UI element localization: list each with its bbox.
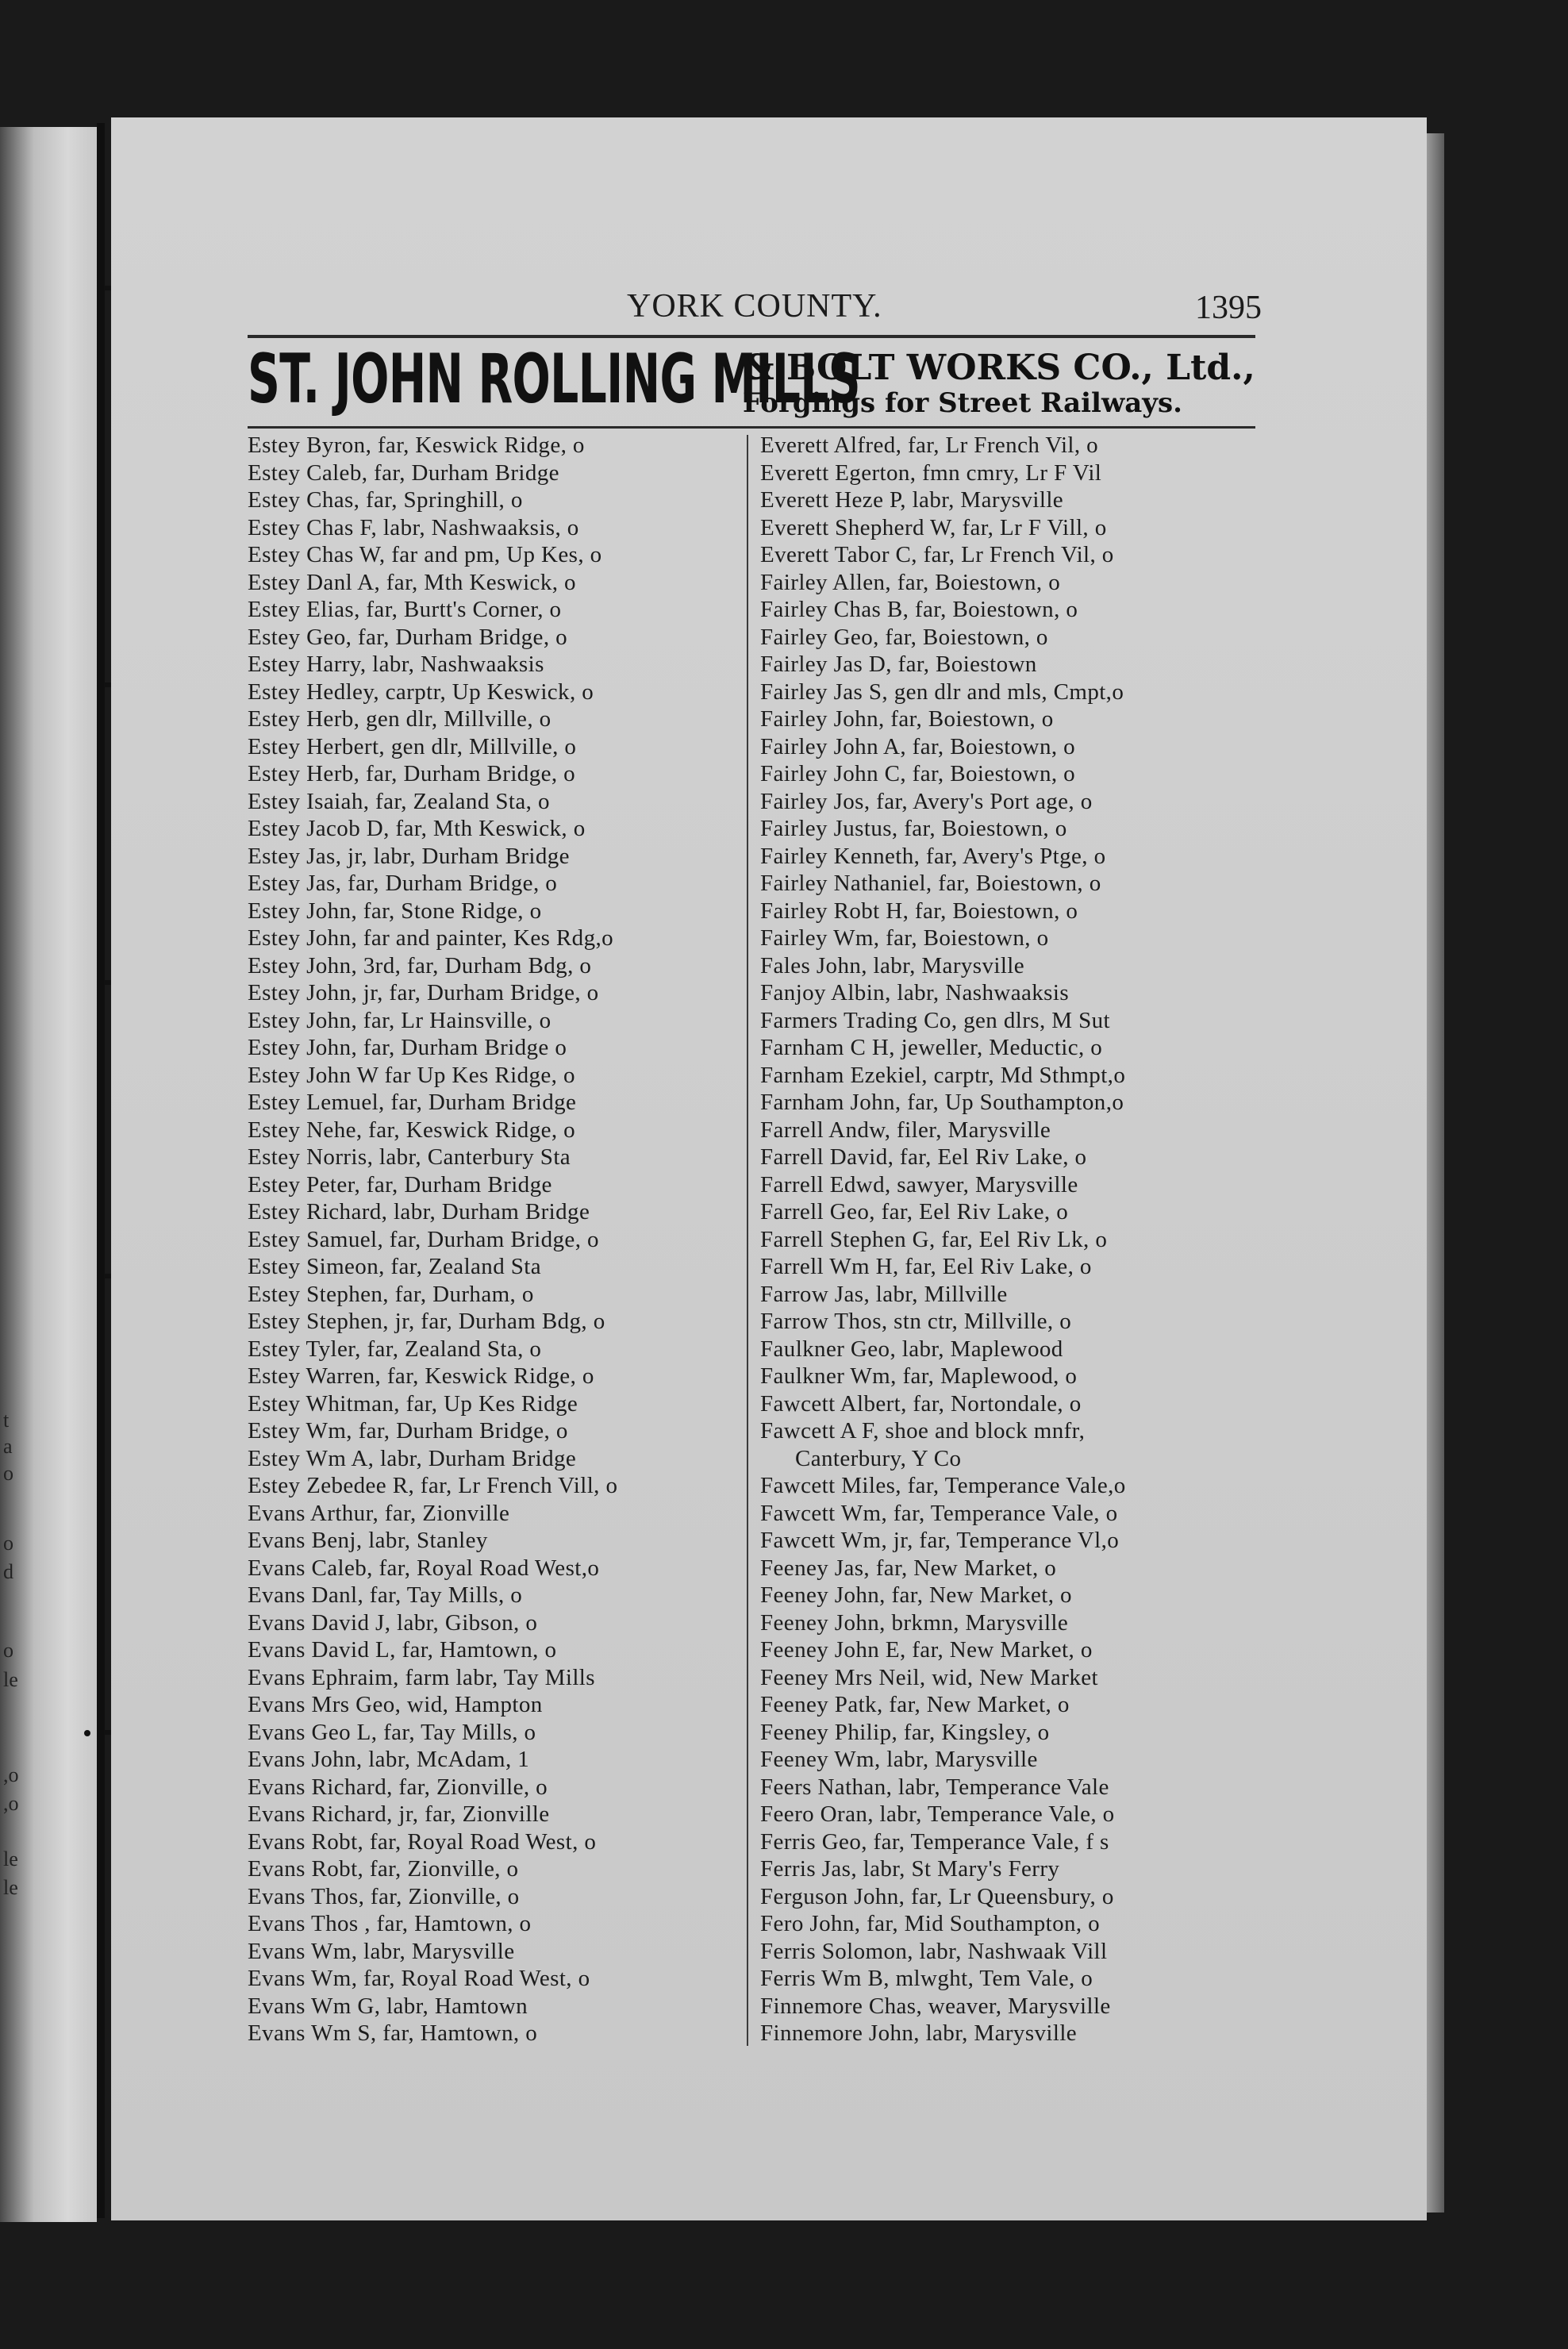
directory-entry: Estey Stephen, jr, far, Durham Bdg, o bbox=[248, 1309, 605, 1334]
directory-entry: Fairley Nathaniel, far, Boiestown, o bbox=[760, 871, 1101, 896]
directory-entry: Ferguson John, far, Lr Queensbury, o bbox=[760, 1883, 1114, 1909]
directory-entry: Estey Geo, far, Durham Bridge, o bbox=[248, 624, 568, 650]
adjacent-page-fragment: ,o bbox=[3, 1792, 19, 1815]
directory-entry: Fairley John C, far, Boiestown, o bbox=[760, 761, 1076, 786]
header-rule bbox=[248, 335, 1255, 338]
directory-entry: Estey Herb, far, Durham Bridge, o bbox=[248, 761, 576, 786]
directory-entry: Evans Arthur, far, Zionville bbox=[248, 1500, 510, 1526]
adjacent-page-fragment: o bbox=[3, 1462, 13, 1485]
directory-entry: Feero Oran, labr, Temperance Vale, o bbox=[760, 1801, 1115, 1827]
left-column bbox=[248, 432, 747, 2047]
directory-entry: Evans Robt, far, Zionville, o bbox=[248, 1856, 519, 1882]
directory-entry: Fairley Geo, far, Boiestown, o bbox=[760, 624, 1048, 650]
directory-entry: Estey John, far and painter, Kes Rdg,o bbox=[248, 925, 614, 951]
directory-entry: Evans Geo L, far, Tay Mills, o bbox=[248, 1719, 536, 1745]
directory-entry: Estey John, 3rd, far, Durham Bdg, o bbox=[248, 952, 592, 978]
directory-entry: Estey Danl A, far, Mth Keswick, o bbox=[248, 569, 576, 595]
directory-entry: Evans Richard, far, Zionville, o bbox=[248, 1774, 548, 1800]
directory-entry: Evans John, labr, McAdam, 1 bbox=[248, 1747, 530, 1772]
directory-entry: Estey Caleb, far, Durham Bridge bbox=[248, 459, 559, 486]
banner-company-name: ST. JOHN ROLLING MILLS bbox=[248, 340, 861, 419]
directory-entry: Fanjoy Albin, labr, Nashwaaksis bbox=[760, 980, 1070, 1005]
directory-entry: Estey Wm A, labr, Durham Bridge bbox=[248, 1445, 577, 1471]
directory-entry: Faulkner Wm, far, Maplewood, o bbox=[760, 1363, 1078, 1389]
page-spine bbox=[97, 123, 105, 2218]
directory-entry: Fales John, labr, Marysville bbox=[760, 952, 1025, 978]
directory-entry: Estey John, far, Durham Bridge o bbox=[248, 1035, 567, 1060]
directory-entry: Finnemore Chas, weaver, Marysville bbox=[760, 1993, 1111, 2019]
directory-entry: Evans Danl, far, Tay Mills, o bbox=[248, 1582, 523, 1608]
directory-entry: Estey Hedley, carptr, Up Keswick, o bbox=[248, 679, 594, 705]
directory-entry: Fairley John A, far, Boiestown, o bbox=[760, 733, 1076, 759]
directory-entry: Estey Isaiah, far, Zealand Sta, o bbox=[248, 788, 550, 814]
directory-entry: Estey Peter, far, Durham Bridge bbox=[248, 1171, 552, 1198]
adjacent-page-edge bbox=[0, 127, 97, 2222]
directory-entry: Fairley Justus, far, Boiestown, o bbox=[760, 816, 1067, 841]
directory-entry: Feeney John, brkmn, Marysville bbox=[760, 1609, 1069, 1636]
directory-entry: Estey Herb, gen dlr, Millville, o bbox=[248, 706, 551, 732]
directory-entry: Evans Mrs Geo, wid, Hampton bbox=[248, 1692, 543, 1717]
directory-entry: Estey Samuel, far, Durham Bridge, o bbox=[248, 1226, 599, 1252]
directory-entry: Evans Wm, far, Royal Road West, o bbox=[248, 1966, 590, 1991]
directory-entry: Fairley Jos, far, Avery's Port age, o bbox=[760, 788, 1093, 814]
directory-entry: Estey Elias, far, Burtt's Corner, o bbox=[248, 597, 562, 622]
directory-entry: Evans Ephraim, farm labr, Tay Mills bbox=[248, 1664, 595, 1690]
directory-entry: Evans Benj, labr, Stanley bbox=[248, 1528, 488, 1553]
directory-entry: Estey Stephen, far, Durham, o bbox=[248, 1281, 534, 1307]
directory-entry: Feeney Jas, far, New Market, o bbox=[760, 1555, 1057, 1581]
directory-entry: Fawcett Wm, jr, far, Temperance Vl,o bbox=[760, 1528, 1120, 1553]
right-column bbox=[760, 432, 1268, 2047]
page-header bbox=[238, 287, 1262, 329]
directory-entry: Fairley Wm, far, Boiestown, o bbox=[760, 925, 1049, 951]
page-number: 1395 bbox=[1195, 290, 1262, 326]
adjacent-page-fragment: le bbox=[3, 1668, 18, 1691]
directory-entry: Estey Chas W, far and pm, Up Kes, o bbox=[248, 542, 602, 567]
directory-entry: Evans Wm S, far, Hamtown, o bbox=[248, 2020, 538, 2046]
directory-entry: Estey Tyler, far, Zealand Sta, o bbox=[248, 1336, 542, 1362]
directory-entry: Estey Warren, far, Keswick Ridge, o bbox=[248, 1363, 594, 1389]
directory-entry: Fairley Chas B, far, Boiestown, o bbox=[760, 597, 1078, 622]
directory-entry: Feeney John E, far, New Market, o bbox=[760, 1637, 1093, 1663]
page-edge-shadow bbox=[1427, 133, 1444, 2213]
directory-entry: Fawcett Miles, far, Temperance Vale,o bbox=[760, 1473, 1126, 1498]
directory-entry: Farrow Jas, labr, Millville bbox=[760, 1281, 1008, 1307]
directory-entry: Fairley Allen, far, Boiestown, o bbox=[760, 569, 1061, 595]
directory-entry: Farnham C H, jeweller, Meductic, o bbox=[760, 1035, 1103, 1060]
directory-entry: Farrell Andw, filer, Marysville bbox=[760, 1117, 1051, 1143]
directory-entry: Estey Zebedee R, far, Lr French Vill, o bbox=[248, 1473, 618, 1498]
advertisement-banner bbox=[248, 340, 1271, 422]
directory-entry: Farnham Ezekiel, carptr, Md Sthmpt,o bbox=[760, 1062, 1126, 1088]
directory-entry: Estey Simeon, far, Zealand Sta bbox=[248, 1254, 542, 1279]
directory-entry: Fawcett A F, shoe and block mnfr, bbox=[760, 1418, 1086, 1444]
adjacent-page-fragment: o bbox=[3, 1532, 13, 1555]
directory-entry: Estey John, far, Lr Hainsville, o bbox=[248, 1007, 551, 1033]
directory-entry: Estey Chas F, labr, Nashwaaksis, o bbox=[248, 514, 579, 540]
directory-entry: Ferris Jas, labr, St Mary's Ferry bbox=[760, 1856, 1060, 1882]
adjacent-page-fragment: d bbox=[3, 1560, 13, 1583]
directory-entry: Farnham John, far, Up Southampton,o bbox=[760, 1090, 1124, 1115]
directory-entry: Evans David J, labr, Gibson, o bbox=[248, 1609, 538, 1636]
directory-entry: Feeney Philip, far, Kingsley, o bbox=[760, 1719, 1050, 1745]
banner-rule bbox=[248, 426, 1255, 429]
directory-entry: Everett Alfred, far, Lr French Vil, o bbox=[760, 433, 1099, 458]
directory-entry: Finnemore John, labr, Marysville bbox=[760, 2020, 1078, 2046]
directory-entry: Fairley Robt H, far, Boiestown, o bbox=[760, 898, 1078, 924]
directory-entry: Estey John W far Up Kes Ridge, o bbox=[248, 1062, 575, 1088]
ink-smudge bbox=[84, 1730, 90, 1736]
directory-entry: Evans Wm G, labr, Hamtown bbox=[248, 1993, 528, 2019]
adjacent-page-fragment: t bbox=[3, 1409, 10, 1432]
directory-entry: Estey Richard, labr, Durham Bridge bbox=[248, 1199, 590, 1224]
directory-entry: Feers Nathan, labr, Temperance Vale bbox=[760, 1774, 1109, 1800]
directory-entry: Evans Caleb, far, Royal Road West,o bbox=[248, 1555, 600, 1581]
adjacent-page-fragment: ,o bbox=[3, 1763, 19, 1786]
directory-entry: Feeney John, far, New Market, o bbox=[760, 1582, 1072, 1608]
directory-entry: Everett Shepherd W, far, Lr F Vill, o bbox=[760, 514, 1107, 540]
directory-entry: Estey Whitman, far, Up Kes Ridge bbox=[248, 1390, 578, 1417]
directory-entry: Evans Thos , far, Hamtown, o bbox=[248, 1911, 532, 1936]
running-head: YORK COUNTY. bbox=[627, 288, 882, 325]
directory-entry: Farmers Trading Co, gen dlrs, M Sut bbox=[760, 1007, 1110, 1033]
directory-entry: Farrow Thos, stn ctr, Millville, o bbox=[760, 1309, 1072, 1334]
directory-entry: Ferris Solomon, labr, Nashwaak Vill bbox=[760, 1938, 1108, 1964]
directory-entry: Estey Chas, far, Springhill, o bbox=[248, 487, 523, 513]
directory-entry: Fairley John, far, Boiestown, o bbox=[760, 706, 1054, 732]
directory-entry: Farrell Wm H, far, Eel Riv Lake, o bbox=[760, 1254, 1092, 1279]
directory-entry: Evans Wm, labr, Marysville bbox=[248, 1938, 515, 1964]
directory-entry: Evans Robt, far, Royal Road West, o bbox=[248, 1828, 597, 1855]
directory-entry: Estey Lemuel, far, Durham Bridge bbox=[248, 1090, 577, 1115]
adjacent-page-fragment: le bbox=[3, 1876, 18, 1899]
directory-entry: Feeney Wm, labr, Marysville bbox=[760, 1747, 1038, 1772]
directory-entry: Fawcett Albert, far, Nortondale, o bbox=[760, 1390, 1082, 1417]
directory-entry: Farrell Edwd, sawyer, Marysville bbox=[760, 1171, 1078, 1198]
directory-entry: Fero John, far, Mid Southampton, o bbox=[760, 1911, 1101, 1936]
adjacent-page-fragment: le bbox=[3, 1847, 18, 1870]
directory-entry: Evans Thos, far, Zionville, o bbox=[248, 1883, 520, 1909]
directory-entry: Ferris Wm B, mlwght, Tem Vale, o bbox=[760, 1966, 1093, 1991]
directory-entry: Everett Egerton, fmn cmry, Lr F Vil bbox=[760, 459, 1102, 486]
directory-entry: Fairley Jas D, far, Boiestown bbox=[760, 652, 1037, 677]
directory-entry: Farrell Stephen G, far, Eel Riv Lk, o bbox=[760, 1226, 1108, 1252]
directory-entry: Estey John, far, Stone Ridge, o bbox=[248, 898, 542, 924]
directory-entry: Estey Jas, far, Durham Bridge, o bbox=[248, 871, 558, 896]
adjacent-page-fragment: o bbox=[3, 1639, 13, 1662]
banner-company-suffix: & BOLT WORKS CO., Ltd., bbox=[743, 348, 1255, 388]
directory-entry: Farrell Geo, far, Eel Riv Lake, o bbox=[760, 1199, 1069, 1224]
directory-entry: Estey Jas, jr, labr, Durham Bridge bbox=[248, 843, 570, 869]
directory-entry: Farrell David, far, Eel Riv Lake, o bbox=[760, 1144, 1087, 1170]
directory-entry: Canterbury, Y Co bbox=[795, 1445, 962, 1471]
directory-entry: Feeney Patk, far, New Market, o bbox=[760, 1692, 1070, 1717]
directory-entry: Fawcett Wm, far, Temperance Vale, o bbox=[760, 1500, 1118, 1526]
directory-entry: Estey Byron, far, Keswick Ridge, o bbox=[248, 433, 585, 458]
column-divider bbox=[747, 435, 748, 2046]
directory-entry: Faulkner Geo, labr, Maplewood bbox=[760, 1336, 1063, 1362]
directory-entry: Fairley Kenneth, far, Avery's Ptge, o bbox=[760, 843, 1106, 869]
directory-entry: Evans David L, far, Hamtown, o bbox=[248, 1637, 557, 1663]
directory-entry: Everett Heze P, labr, Marysville bbox=[760, 487, 1064, 513]
directory-entry: Estey Norris, labr, Canterbury Sta bbox=[248, 1144, 571, 1170]
directory-entry: Estey John, jr, far, Durham Bridge, o bbox=[248, 980, 599, 1005]
directory-entry: Ferris Geo, far, Temperance Vale, f s bbox=[760, 1828, 1109, 1855]
directory-entry: Estey Jacob D, far, Mth Keswick, o bbox=[248, 816, 586, 841]
directory-entry: Estey Harry, labr, Nashwaaksis bbox=[248, 652, 544, 677]
banner-tagline: Forgings for Street Railways. bbox=[743, 387, 1182, 419]
directory-entry: Estey Wm, far, Durham Bridge, o bbox=[248, 1418, 568, 1444]
directory-entry: Everett Tabor C, far, Lr French Vil, o bbox=[760, 542, 1114, 567]
directory-entry: Feeney Mrs Neil, wid, New Market bbox=[760, 1664, 1098, 1690]
adjacent-page-fragment: a bbox=[3, 1435, 13, 1458]
directory-entry: Fairley Jas S, gen dlr and mls, Cmpt,o bbox=[760, 679, 1124, 705]
directory-entry: Estey Herbert, gen dlr, Millville, o bbox=[248, 733, 577, 759]
directory-entry: Evans Richard, jr, far, Zionville bbox=[248, 1801, 550, 1827]
directory-entry: Estey Nehe, far, Keswick Ridge, o bbox=[248, 1117, 576, 1143]
